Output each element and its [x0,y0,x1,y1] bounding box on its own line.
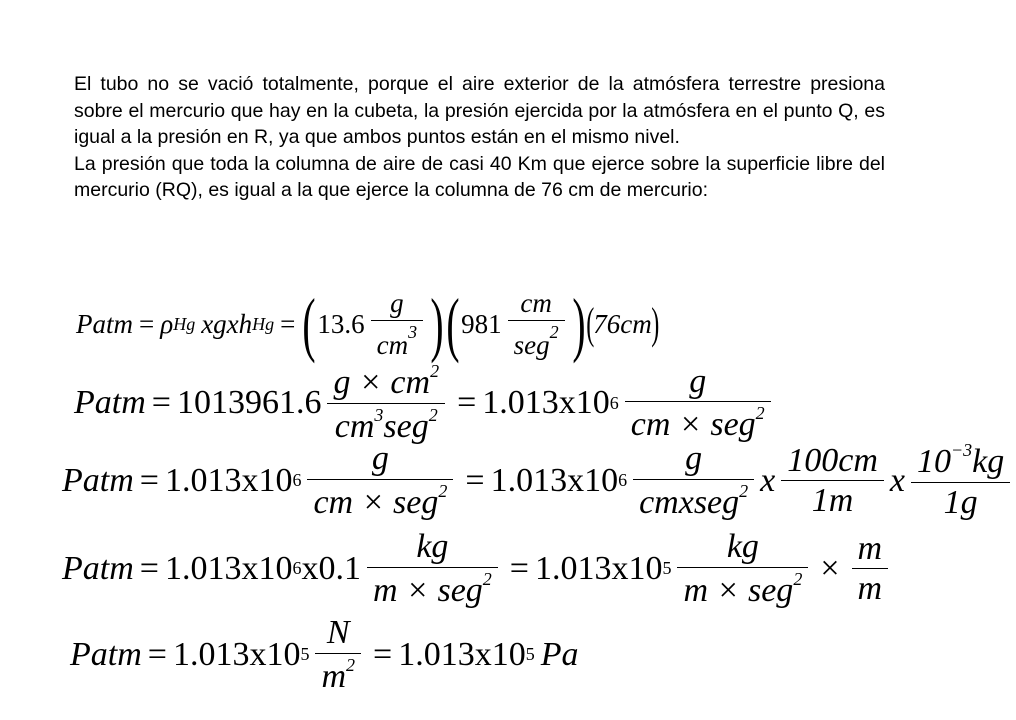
eq1-rho: ρ [160,308,174,339]
eq1-v2: 981 [461,308,502,339]
eq3-v2: 1.013x10 [490,461,619,499]
eq2-f1-bar [327,403,445,404]
eq2-v1: 1013961.6 [176,384,322,422]
eq2-frac-1 [327,362,445,444]
eq3-lhs: Patm [62,461,134,499]
eq1-frac-2 [508,289,565,359]
eq5-lhs: Patm [70,635,142,673]
eq5-f1-den-wrap [315,656,361,695]
eq1-f1-bar [371,320,423,321]
eq5-f1-den: m [321,657,347,695]
eq2-f2-den-wrap [625,404,771,443]
eq1-f1-den-exp: 3 [408,321,418,342]
eq4-f2-bar [677,567,808,568]
eq3-equals: = [139,461,159,499]
eq2-frac-2 [625,364,771,443]
equation-1 [76,284,660,364]
eq3-x-2: x [889,461,905,499]
eq5-frac-1 [315,615,361,694]
eq1-lparen-1: ( [302,284,316,364]
eq2-f1-den: cm [334,407,375,445]
eq4-v1: 1.013x10 [164,549,293,587]
eq4-v2: 1.013x10 [534,549,663,587]
eq4-v1-exp: 6 [292,558,302,579]
eq4-f1-num: kg [416,528,449,565]
eq4-f2-den-exp: 2 [793,568,803,589]
eq2-f1-num: g × cm [333,364,431,401]
eq4-frac-1 [367,529,498,608]
eq3-frac-3 [781,443,884,519]
eq1-equals: = [139,308,155,339]
eq3-f2-num: g [685,440,703,477]
eq5-v1-exp: 5 [300,644,310,665]
eq2-f2-den: cm × seg [630,406,756,444]
eq5-v2-exp: 5 [525,644,535,665]
eq3-f1-den: cm × seg [313,483,439,521]
eq1-rho-sub: Hg [173,313,196,334]
eq4-lhs: Patm [62,549,134,587]
eq2-lhs: Patm [74,384,146,422]
eq4-v2-exp: 5 [662,558,672,579]
eq5-v1: 1.013x10 [172,635,301,673]
eq3-f1-num: g [371,440,389,477]
eq1-f1-den-wrap [371,323,423,359]
eq1-f1-den: cm [376,329,409,360]
eq2-v2-exp: 6 [609,392,619,413]
eq4-f2-den-wrap [677,570,808,609]
eq2-f1-den-exp: 3 [374,404,384,425]
eq3-f1-den-wrap [307,482,453,521]
eq1-frac-1 [371,289,423,359]
eq1-lhs: Patm [76,308,133,339]
eq4-f3-bar [852,568,889,569]
eq2-f1-den-wrap [329,406,444,445]
eq3-frac-4 [911,441,1010,520]
eq3-f1-bar [307,479,453,480]
eq4-f2-num: kg [726,528,759,565]
eq2-v2: 1.013x10 [482,384,610,422]
eq1-f2-den: seg [513,329,550,360]
eq4-f1-bar [367,567,498,568]
eq4-f3-num: m [857,529,883,567]
paragraph-2: La presión que toda la columna de aire de casi 40 Km que ejerce sobre la superficie libre del mercurio (RQ), es igual a la que ejerce la columna de 76 cm de mercurio: [74,152,885,201]
eq3-f4-bar [911,482,1010,483]
eq1-v3: 76cm [593,308,652,339]
explanation-text [74,71,885,204]
eq1-h-sub: Hg [252,313,275,334]
eq3-f4-den: 1g [943,483,978,521]
eq3-f4-num: 10 [916,443,951,480]
eq1-equals-2: = [280,308,296,339]
eq3-f4-num-wrap [911,441,1010,480]
eq3-f4-num2: kg [972,443,1005,480]
eq3-f1-den-exp: 2 [438,480,448,501]
eq2-f2-den-exp: 2 [755,403,765,424]
eq1-f2-num: cm [520,288,552,319]
eq1-mid: xgxh [201,308,253,339]
equation-5 [70,615,579,694]
eq5-f1-bar [315,653,361,654]
eq3-frac-1 [307,441,453,520]
eq3-f2-den-wrap [633,482,754,521]
eq4-v1b: x0.1 [301,549,361,587]
eq5-v2: 1.013x10 [398,635,526,673]
eq1-f2-bar [508,320,565,321]
eq3-v1-exp: 6 [292,470,302,491]
eq3-equals-2: = [465,461,485,499]
eq4-equals-2: = [509,549,529,587]
eq1-rparen-2: ) [571,284,586,364]
eq3-f2-bar [633,479,754,480]
eq1-lparen-2: ( [446,284,460,364]
eq4-times: × [820,549,840,587]
eq4-frac-2 [677,529,808,608]
eq1-v1: 13.6 [317,308,365,339]
eq3-f4-num-exp: −3 [950,440,973,460]
eq2-f2-num: g [689,362,707,400]
eq2-f1-num-wrap [327,362,445,401]
eq3-x-1: x [760,461,776,499]
eq2-f1-num-exp: 2 [430,361,440,381]
equation-2 [74,362,777,444]
eq4-equals: = [139,549,159,587]
eq1-f2-den-exp: 2 [549,321,559,342]
eq4-f1-den: m × seg [372,571,483,609]
eq1-rparen-3: ) [651,299,660,348]
eq3-f3-den: 1m [811,482,854,520]
eq1-rparen-1: ) [430,284,444,364]
eq1-f2-den-wrap [508,323,565,359]
eq2-equals-2: = [457,384,477,422]
eq3-frac-2 [633,441,754,520]
eq3-f3-bar [781,480,884,481]
eq4-frac-3 [852,531,889,607]
eq2-f1-den2-exp: 2 [428,404,438,425]
eq5-equals-2: = [373,635,393,673]
eq1-lparen-3: ( [585,299,594,348]
eq2-f2-bar [625,401,771,402]
eq3-f2-den: cmxseg [639,483,740,521]
eq4-f1-den-exp: 2 [482,568,492,589]
equation-3 [62,441,1016,520]
eq3-v1: 1.013x10 [164,461,293,499]
eq2-equals: = [151,384,171,422]
eq5-unit: Pa [540,635,579,673]
eq4-f1-den-wrap [367,570,498,609]
eq4-f3-den: m [857,570,883,608]
equation-4 [62,529,894,608]
eq3-f2-den-exp: 2 [739,480,749,501]
eq2-f1-den2: seg [383,407,429,445]
eq4-f2-den: m × seg [683,571,794,609]
eq5-f1-num: N [326,614,350,651]
paragraph-1: El tubo no se vació totalmente, porque el aire exterior de la atmósfera terrestre presiona sobre el mercurio que hay en la cubeta, la presión ejercida por la atmósfera en el punto Q, es igual a la presión en R, ya que ambos puntos están en el mismo nivel. [74,73,885,148]
eq3-f3-num: 100cm [787,441,878,479]
eq5-f1-den-exp: 2 [346,654,356,675]
eq5-equals: = [147,635,167,673]
eq3-v2-exp: 6 [618,470,628,491]
eq1-f1-num: g [390,288,404,319]
